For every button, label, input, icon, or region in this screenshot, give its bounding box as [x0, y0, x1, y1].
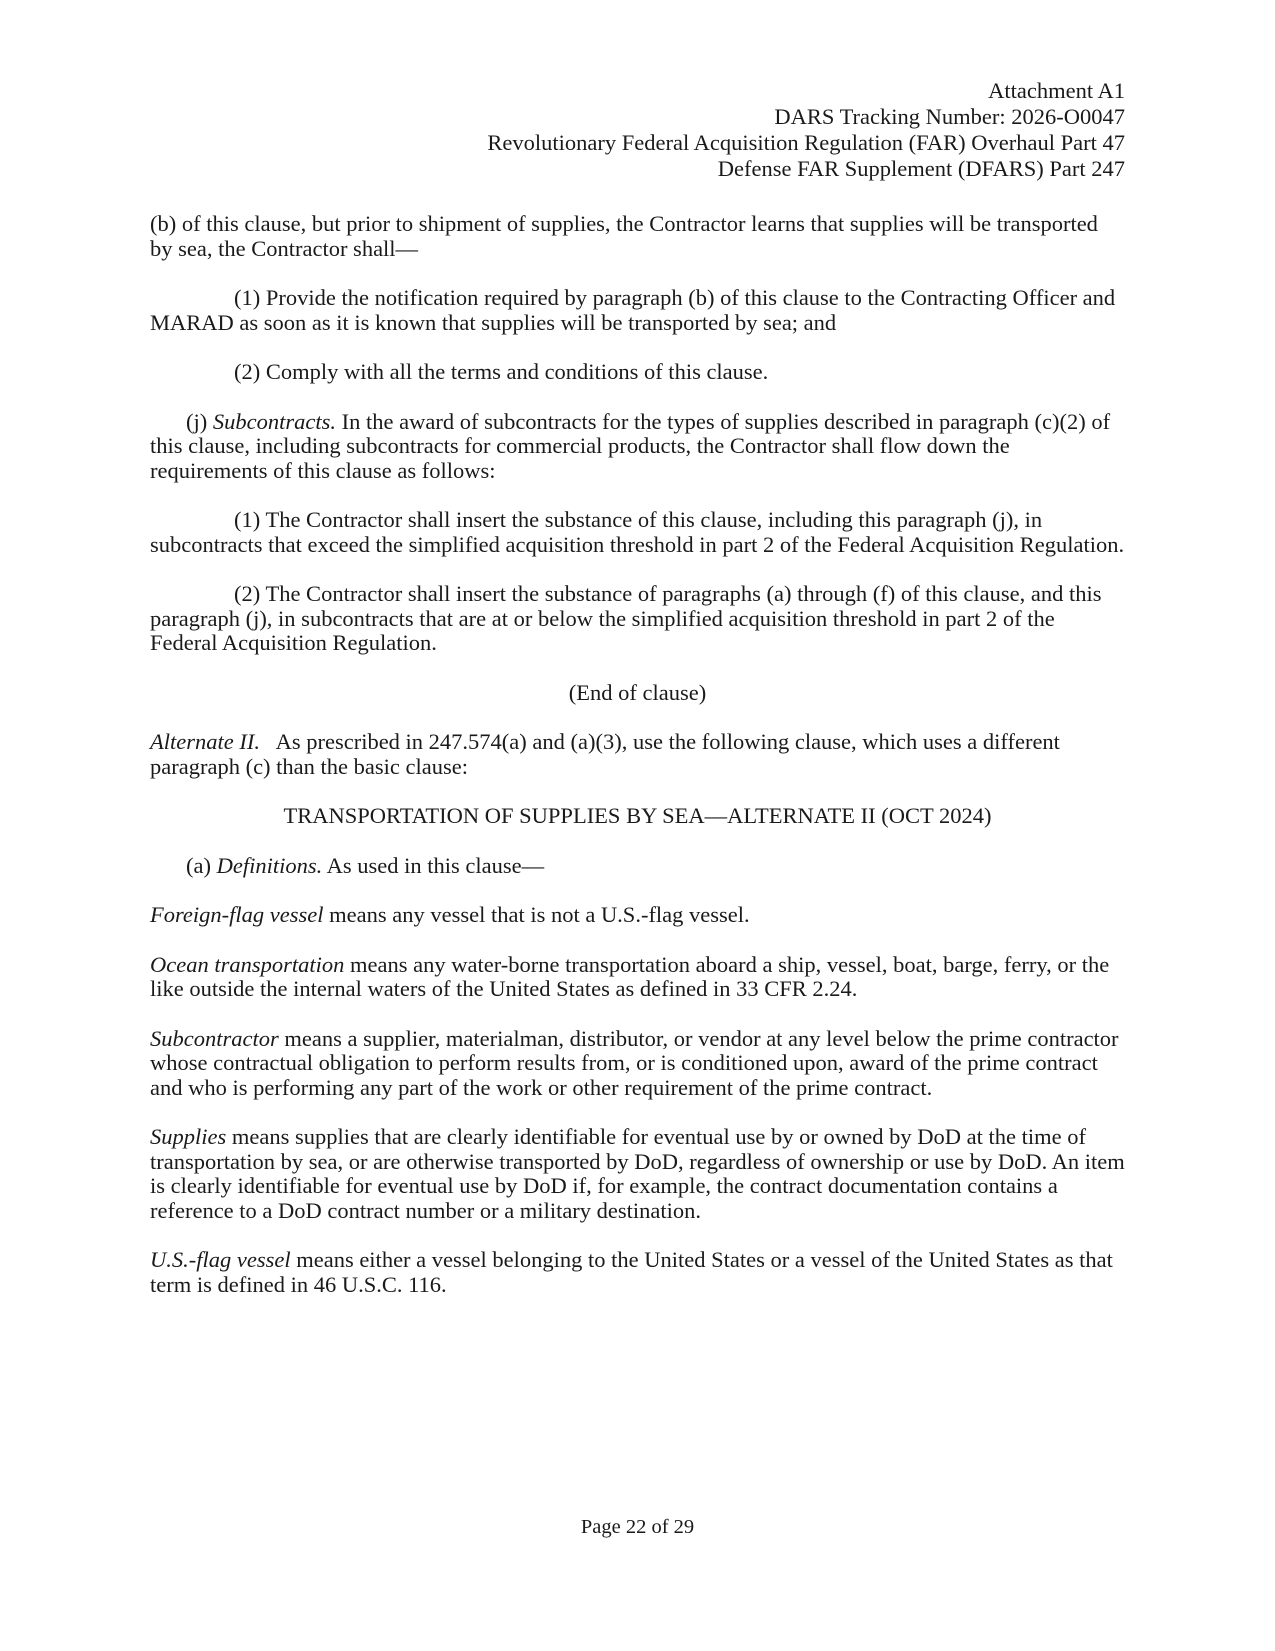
definition-text: means supplies that are clearly identifiable for eventual use by or owned by DoD at the time of transportation by sea, or are otherwise transported by DoD, regardless of ownership or use by DoD. An item is clearly identifiable for eventual use by DoD if, for example, the contract documentation contains a reference to a DoD contract number or a military destination.	[150, 1124, 1125, 1223]
definition-subcontractor	[150, 1027, 1125, 1101]
definition-term: Ocean transportation	[150, 951, 345, 977]
page-number: Page 22 of 29	[580, 1516, 695, 1538]
definition-foreign-flag-vessel	[150, 903, 1125, 928]
alternate-ii-term: Alternate II.	[150, 729, 260, 754]
paragraph-j-text: In the award of subcontracts for the types of supplies described in paragraph (c)(2) of this clause, including subcontracts for commercial products, the Contractor shall flow down the requirements of this clause as follows:	[150, 408, 1111, 483]
definition-text: means any vessel that is not a U.S.-flag vessel.	[323, 902, 750, 927]
paragraph-j-term: Subcontracts.	[212, 408, 336, 434]
definition-term: Subcontractor	[150, 1025, 279, 1051]
definition-us-flag-vessel	[150, 1248, 1125, 1297]
definitions-term: Definitions.	[216, 852, 323, 878]
definition-text: means any water-borne transportation aboard a ship, vessel, boat, barge, ferry, or the like outside the internal waters of the United States as defined in 33 CFR 2.24.	[150, 951, 1110, 1001]
definitions-heading	[150, 854, 1125, 879]
document-body	[150, 212, 1125, 1322]
definition-term: U.S.-flag vessel	[150, 1247, 291, 1272]
paragraph-i-1: (1) Provide the notification required by paragraph (b) of this clause to the Contracting Officer and MARAD as soon as it is known that supplies will be transported by sea; and	[150, 285, 1116, 335]
header-attachment: Attachment A1	[988, 78, 1125, 103]
paragraph-j-subcontracts	[150, 410, 1125, 484]
header-part-title: Revolutionary Federal Acquisition Regulation (FAR) Overhaul Part 47	[487, 130, 1125, 155]
definition-supplies	[150, 1125, 1125, 1223]
alternate-ii-intro	[150, 730, 1125, 779]
alternate-ii-text: As prescribed in 247.574(a) and (a)(3), use the following clause, which uses a different paragraph (c) than the basic clause:	[150, 729, 1066, 779]
paragraph-j-label: (j)	[186, 408, 213, 434]
definitions-text: As used in this clause—	[322, 852, 545, 878]
definition-text: means either a vessel belonging to the United States or a vessel of the United States as that term is defined in 46 U.S.C. 116.	[150, 1247, 1113, 1297]
header-tracking-number: DARS Tracking Number: 2026-O0047	[774, 104, 1125, 129]
paragraph-b-continuation: (b) of this clause, but prior to shipment of supplies, the Contractor learns that supplies will be transported by sea, the Contractor shall—	[150, 211, 1098, 261]
page-header	[487, 78, 1125, 182]
paragraph-j-2: (2) The Contractor shall insert the substance of paragraphs (a) through (f) of this clause, and this paragraph (j), in subcontracts that are at or below the simplified acquisition threshold in part 2 of the Federal Acquisition Regulation.	[150, 581, 1102, 655]
clause-title: TRANSPORTATION OF SUPPLIES BY SEA—ALTERNATE II (OCT 2024)	[283, 803, 992, 828]
definition-term: Supplies	[150, 1124, 227, 1149]
definition-text: means a supplier, materialman, distributor, or vendor at any level below the prime contractor whose contractual obligation to perform results from, or is conditioned upon, award of the prime contract and who is performing any part of the work or other requirement of the prime contract.	[150, 1025, 1119, 1100]
definition-term: Foreign-flag vessel	[150, 902, 324, 927]
header-supplement-title: Defense FAR Supplement (DFARS) Part 247	[717, 156, 1125, 181]
paragraph-j-1: (1) The Contractor shall insert the substance of this clause, including this paragraph (j), in subcontracts that exceed the simplified acquisition threshold in part 2 of the Federal Acquisition Regulation.	[150, 507, 1125, 557]
definition-ocean-transportation	[150, 953, 1125, 1002]
paragraph-i-2: (2) Comply with all the terms and conditions of this clause.	[234, 359, 769, 384]
definitions-label: (a)	[186, 852, 217, 878]
end-of-clause: (End of clause)	[568, 679, 707, 705]
